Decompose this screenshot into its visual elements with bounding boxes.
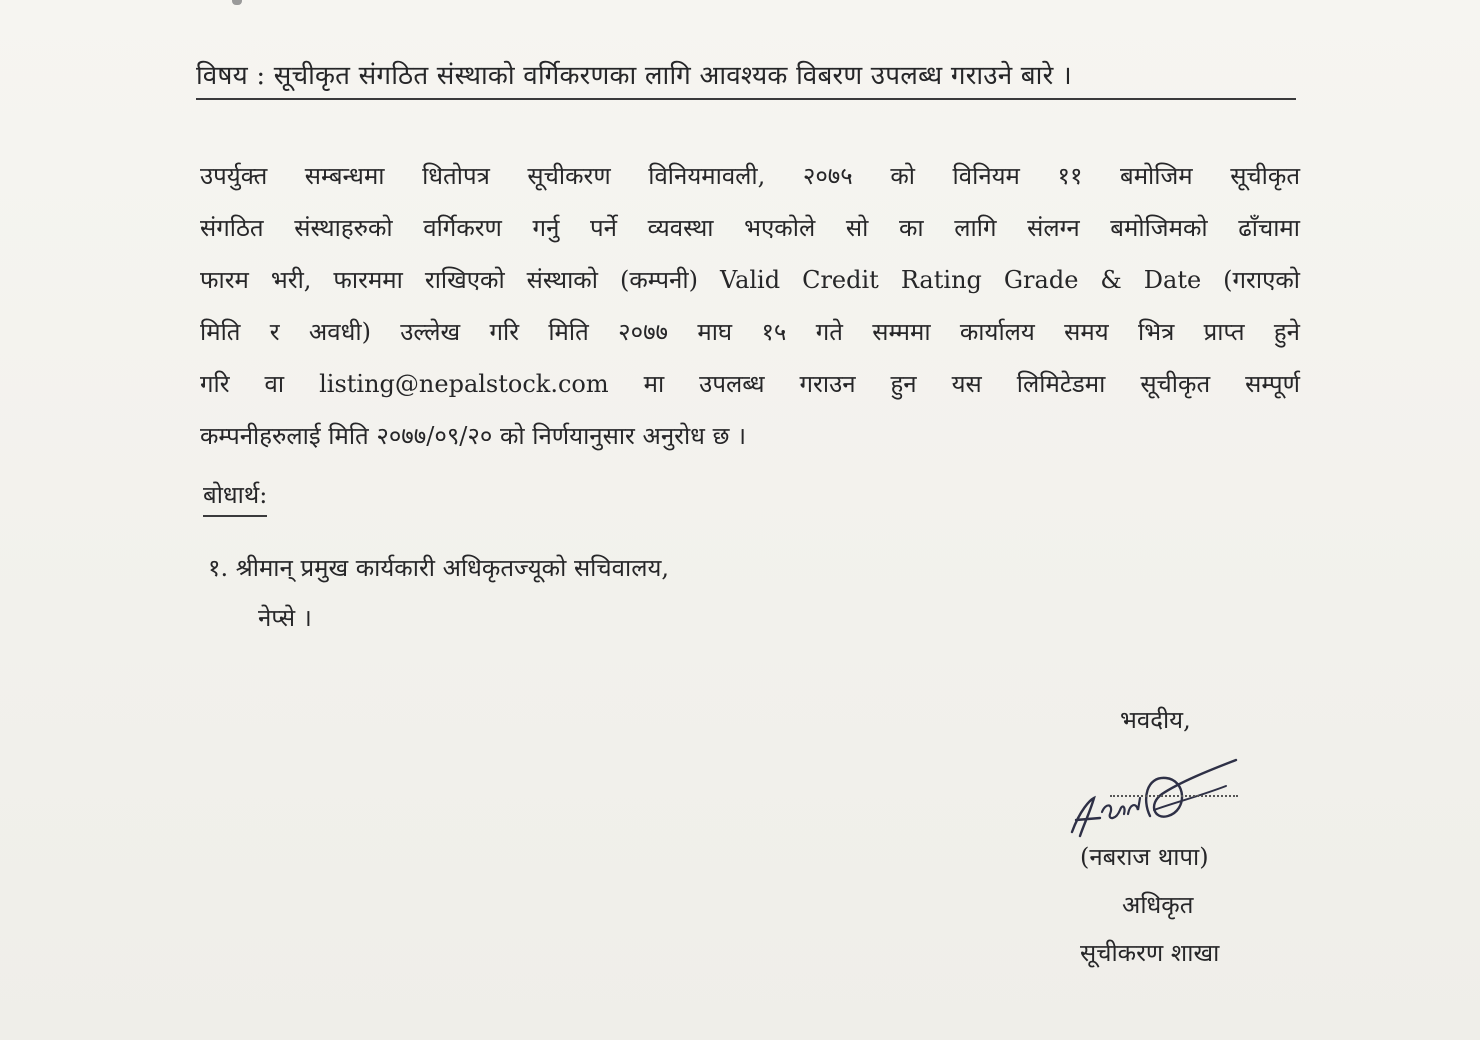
body-line: फारम भरी, फारममा राखिएको संस्थाको (कम्पनी) Valid Credit Rating Grade & Date (गराएको bbox=[200, 266, 1300, 294]
body-line: गरि वा listing@nepalstock.com मा उपलब्ध गराउन हुन यस लिमिटेडमा सूचीकृत सम्पूर्ण bbox=[200, 370, 1300, 398]
body-paragraph bbox=[200, 150, 1300, 462]
signer-department: सूचीकरण शाखा bbox=[1080, 939, 1220, 967]
signer-title: अधिकृत bbox=[1122, 891, 1194, 919]
closing-salutation: भवदीय, bbox=[1120, 706, 1191, 734]
punch-mark bbox=[232, 0, 242, 5]
signer-name: (नबराज थापा) bbox=[1080, 843, 1209, 871]
subject-line: विषय : सूचीकृत संगठित संस्थाको वर्गिकरणका लागि आवश्यक विबरण उपलब्ध गराउने बारे । bbox=[196, 56, 1296, 100]
cc-recipient: १. श्रीमान् प्रमुख कार्यकारी अधिकृतज्यूको सचिवालय, bbox=[208, 554, 670, 582]
body-line: संगठित संस्थाहरुको वर्गिकरण गर्नु पर्ने व्यवस्था भएकोले सो का लागि संलग्न बमोजिमको ढाँचामा bbox=[200, 214, 1300, 242]
body-line: उपर्युक्त सम्बन्धमा धितोपत्र सूचीकरण विनियमावली, २०७५ को विनियम ११ बमोजिम सूचीकृत bbox=[200, 162, 1300, 190]
signature-dotted-line bbox=[1110, 795, 1238, 797]
signature-block bbox=[1040, 695, 1300, 1015]
cc-heading: बोधार्थ: bbox=[203, 475, 267, 517]
cc-recipient-org: नेप्से । bbox=[258, 604, 312, 632]
body-line: मिति र अवधी) उल्लेख गरि मिति २०७७ माघ १५ गते सम्ममा कार्यालय समय भित्र प्राप्त हुने bbox=[200, 318, 1300, 346]
body-line: कम्पनीहरुलाई मिति २०७७/०९/२० को निर्णयानुसार अनुरोध छ । bbox=[200, 422, 747, 450]
